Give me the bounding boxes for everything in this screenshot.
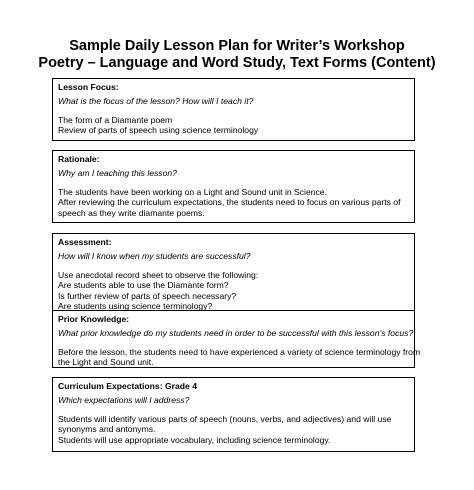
curriculum-line: Students will identify various parts of speech (nouns, verbs, and adjectives) and will use [58, 413, 392, 424]
prior-knowledge-question: What prior knowledge do my students need in order to be successful with this lesson’s focus? [58, 328, 414, 339]
prior-knowledge-line: Before the lesson, the students need to have experienced a variety of science terminology from [58, 346, 421, 357]
prior-knowledge-section [52, 310, 421, 368]
assessment-line: Are students using science terminology? [58, 301, 213, 312]
assessment-line: Is further review of parts of speech necessary? [58, 290, 237, 301]
curriculum-heading: Curriculum Expectations: Grade 4 [58, 381, 197, 391]
lesson-focus-heading: Lesson Focus: [58, 82, 119, 92]
lesson-focus-line: Review of parts of speech using science terminology [58, 125, 259, 136]
rationale-line: The students have been working on a Light and Sound unit in Science. [58, 186, 327, 197]
document-title: Sample Daily Lesson Plan for Writer’s Workshop [69, 38, 405, 54]
assessment-question: How will I know when my students are successful? [58, 251, 251, 262]
rationale-question: Why am I teaching this lesson? [58, 168, 177, 179]
document-subtitle: Poetry – Language and Word Study, Text Forms (Content) [38, 55, 436, 71]
rationale-line: After reviewing the curriculum expectations, the students need to focus on various parts of [58, 197, 401, 208]
rationale-line: speech as they write diamante poems. [58, 207, 205, 218]
assessment-line: Are students able to use the Diamante form? [58, 280, 229, 291]
curriculum-expectations-section [52, 377, 415, 452]
lesson-focus-section [52, 78, 415, 141]
curriculum-line: Students will use appropriate vocabulary, including science terminology. [58, 434, 331, 445]
lesson-focus-line: The form of a Diamante poem [58, 114, 173, 125]
rationale-heading: Rationale: [58, 154, 100, 164]
curriculum-line: synonyms and antonyms. [58, 424, 156, 435]
prior-knowledge-line: the Light and Sound unit. [58, 357, 154, 368]
rationale-section [52, 150, 415, 223]
lesson-focus-question: What is the focus of the lesson? How will I teach it? [58, 96, 254, 107]
assessment-line: Use anecdotal record sheet to observe the following: [58, 269, 259, 280]
curriculum-question: Which expectations will I address? [58, 395, 190, 406]
assessment-heading: Assessment: [58, 237, 112, 247]
prior-knowledge-heading: Prior Knowledge: [58, 314, 130, 324]
assessment-section [52, 233, 415, 310]
